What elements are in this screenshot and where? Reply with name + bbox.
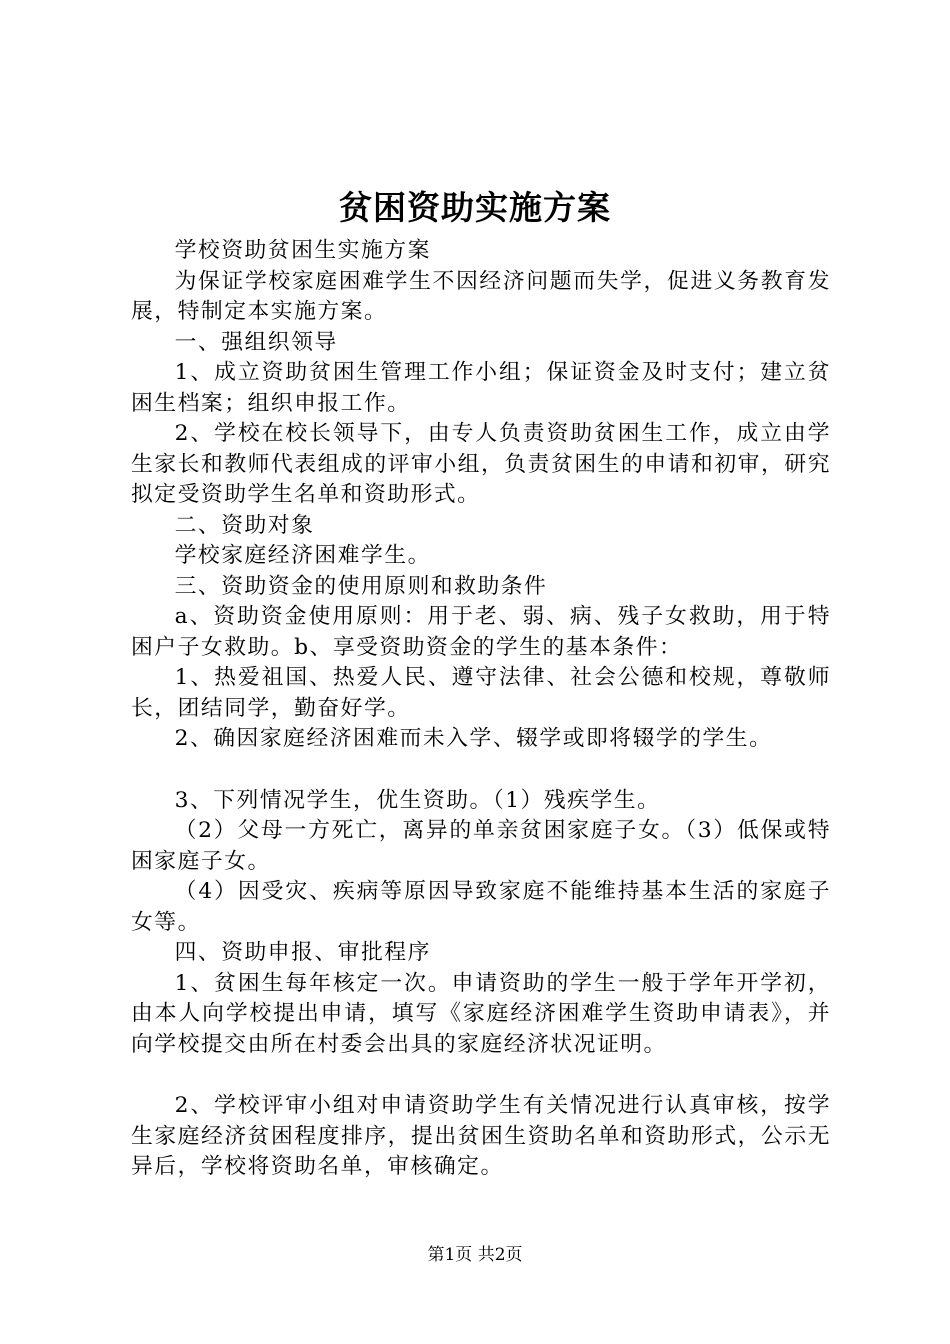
section-heading: 二、资助对象 <box>174 512 315 538</box>
paragraph: 1、热爱祖国、热爱人民、遵守法律、社会公德和校规，尊敬师长，团结同学，勤奋好学。 <box>131 665 831 721</box>
section-heading: 四、资助申报、审批程序 <box>174 940 431 965</box>
paragraph: 学校资助贫困生实施方案 <box>174 238 431 263</box>
paragraph: 1、成立资助贫困生管理工作小组；保证资金及时支付；建立贫困生档案；组织申报工作。 <box>131 360 831 416</box>
paragraph: 为保证学校家庭困难学生不因经济问题而失学，促进义务教育发展，特制定本实施方案。 <box>131 268 831 324</box>
paragraph: 3、下列情况学生，优生资助。（1）残疾学生。 <box>174 787 661 813</box>
paragraph: 2、确因家庭经济困难而未入学、辍学或即将辍学的学生。 <box>174 726 773 751</box>
section-heading: 三、资助资金的使用原则和救助条件 <box>174 573 548 599</box>
paragraph: a、资助资金使用原则：用于老、弱、病、残子女救助，用于特困户子女救助。b、享受资助资金的学生的基本条件： <box>131 604 831 660</box>
paragraph: （4）因受灾、疾病等原因导致家庭不能维持基本生活的家庭子女等。 <box>131 879 831 935</box>
paragraph: 1、贫困生每年核定一次。申请资助的学生一般于学年开学初，由本人向学校提出申请，填写《家庭经济困难学生资助申请表》，并向学校提交由所在村委会出具的家庭经济状况证明。 <box>131 970 831 1057</box>
section-heading: 一、强组织领导 <box>174 329 338 355</box>
paragraph: 2、学校评审小组对申请资助学生有关情况进行认真审核，按学生家庭经济贫困程度排序，提出贫困生资助名单和资助形式，公示无异后，学校将资助名单，审核确定。 <box>131 1093 831 1179</box>
page-footer: 第1页 共2页 <box>427 1245 523 1265</box>
paragraph: 2、学校在校长领导下，由专人负责资助贫困生工作，成立由学生家长和教师代表组成的评审小组，负责贫困生的申请和初审，研究拟定受资助学生名单和资助形式。 <box>131 421 831 507</box>
document-title: 贫困资助实施方案 <box>339 188 611 227</box>
document-body <box>131 236 831 1183</box>
paragraph: 学校家庭经济困难学生。 <box>174 543 431 568</box>
paragraph: （2）父母一方死亡，离异的单亲贫困家庭子女。（3）低保或特困家庭子女。 <box>131 818 831 874</box>
